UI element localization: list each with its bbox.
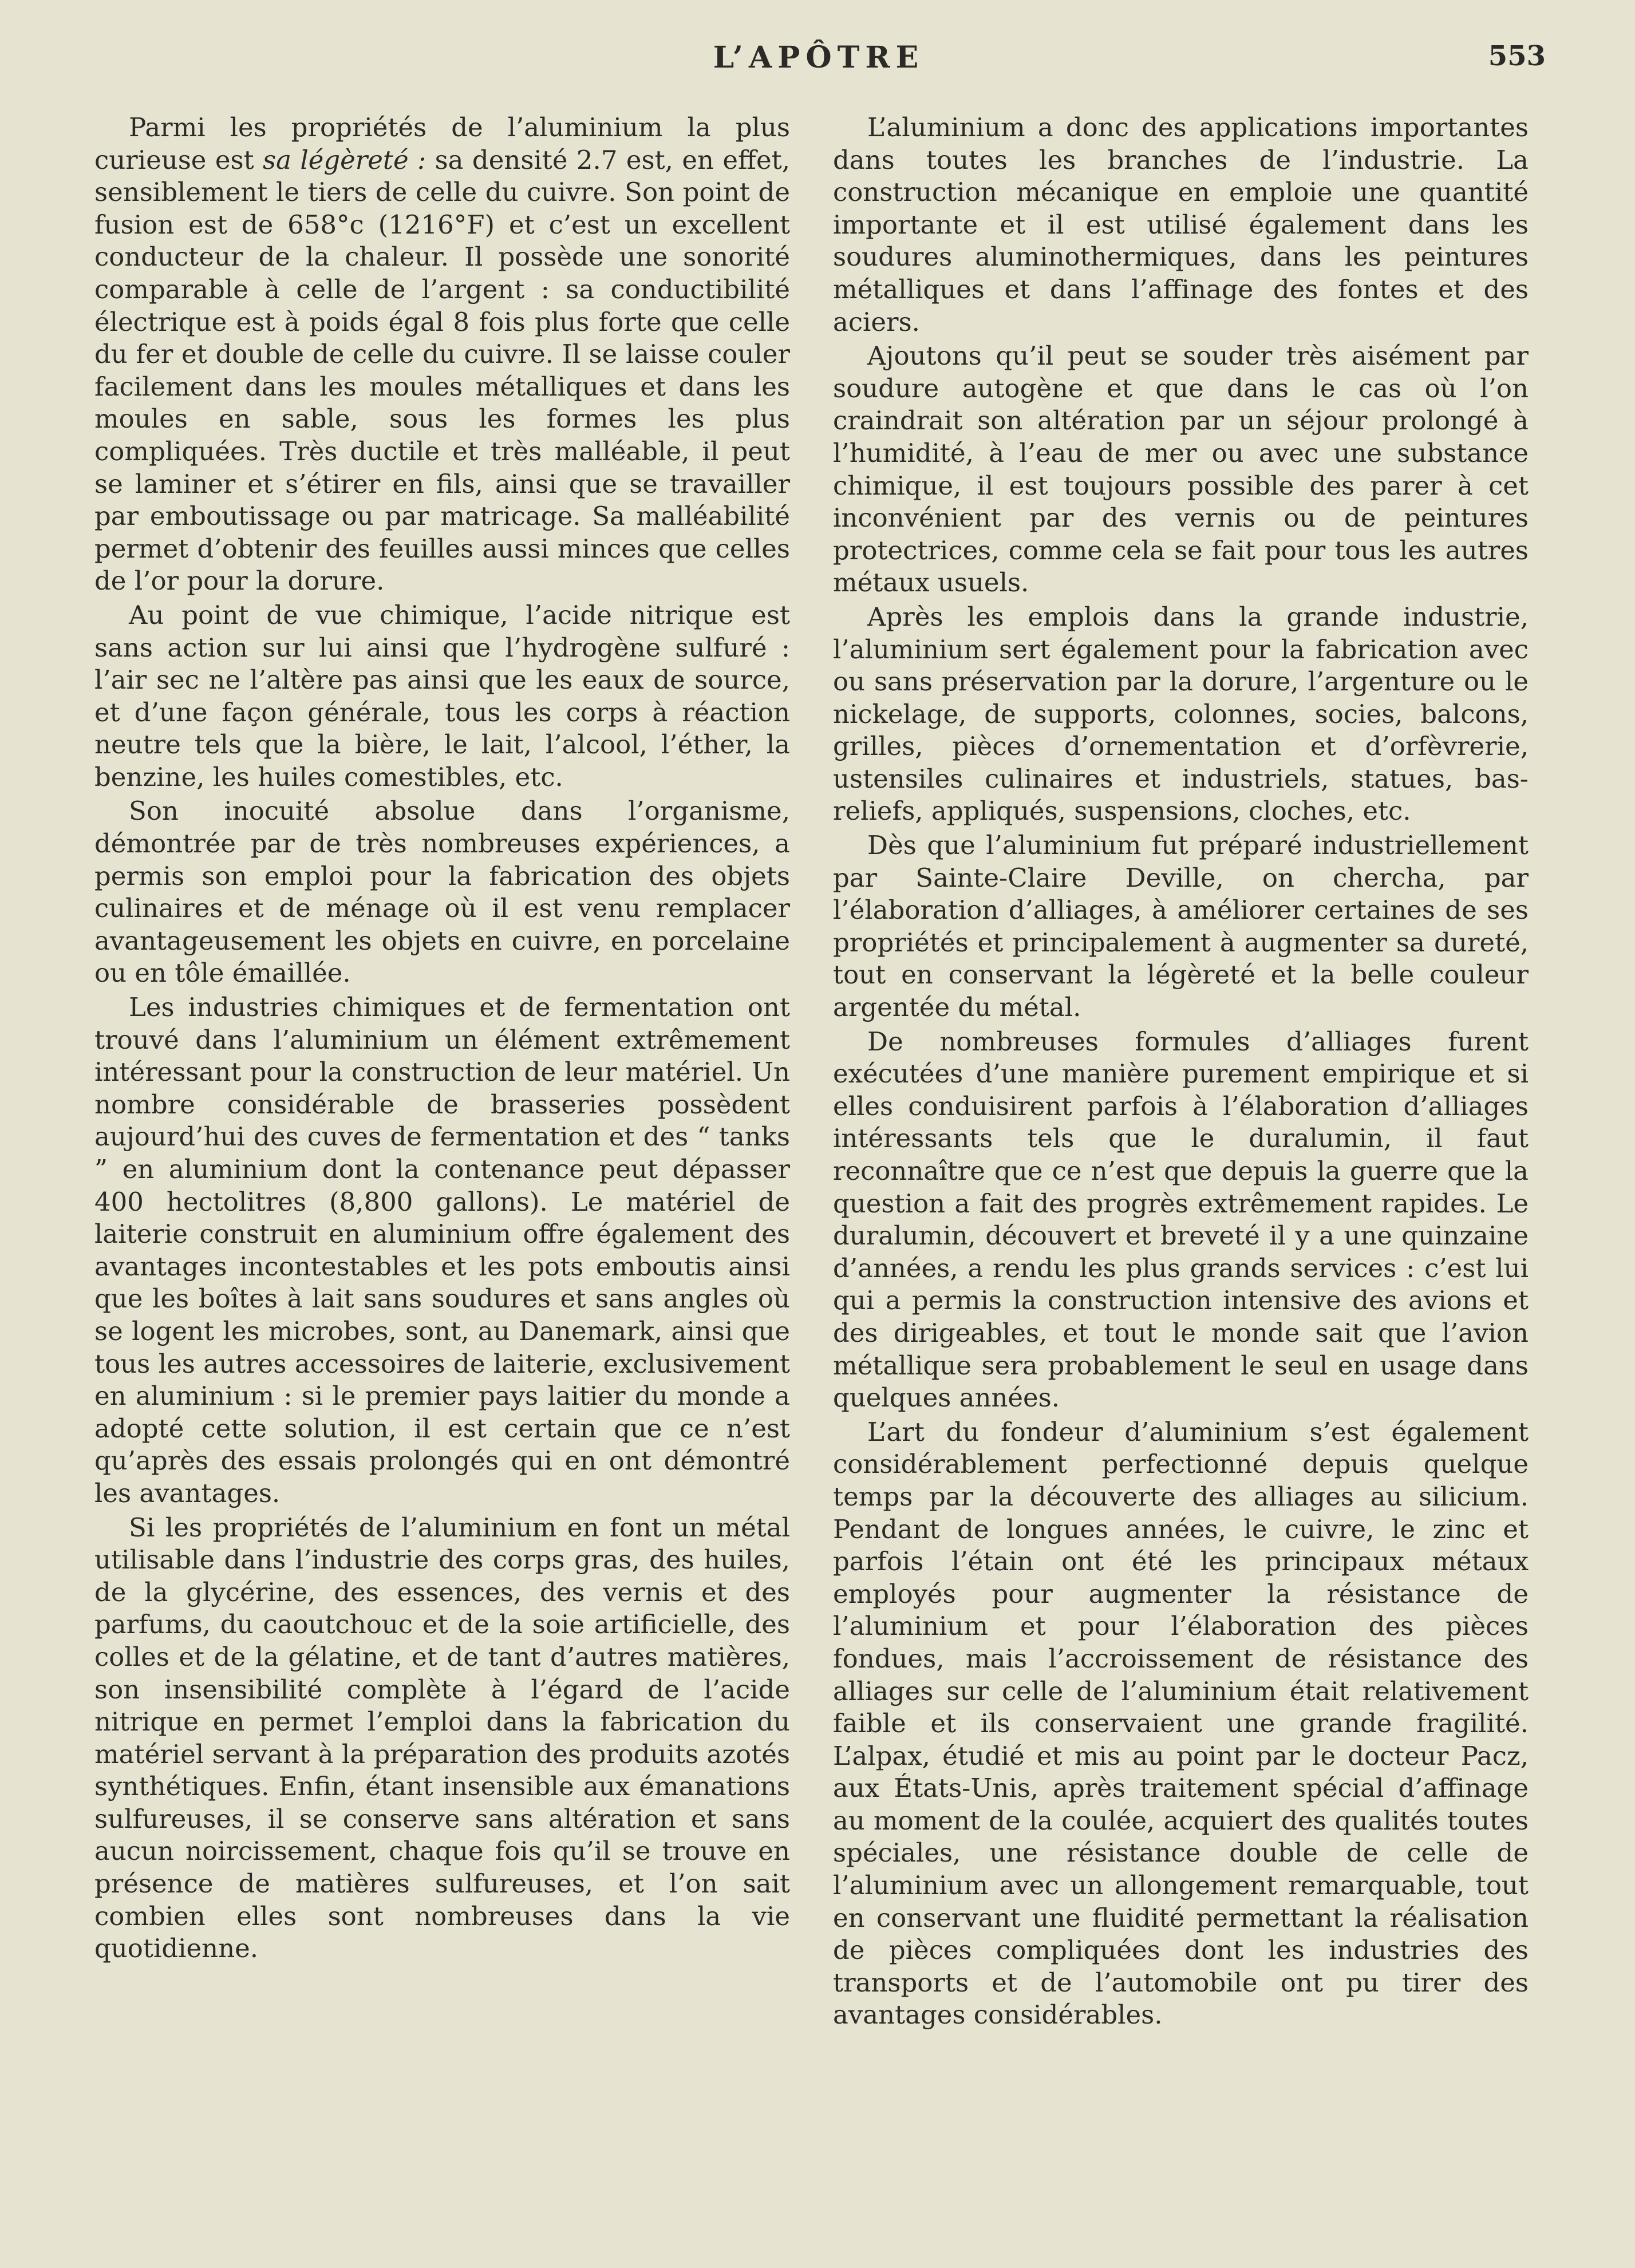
- running-title: L’APÔTRE: [713, 40, 925, 75]
- emphasis-text: sa légèreté :: [263, 144, 426, 175]
- paragraph: Ajoutons qu’il peut se souder très aisément par soudure autogène et que dans le cas où l’on craindrait son altération par un séjour prolongé à l’humidité, à l’eau de mer ou avec une substance chimique, il est toujours possible des parer à cet inconvénient par des vernis ou de peintures protectrices, comme cela se fait pour tous les autres métaux usuels.: [833, 341, 1529, 598]
- paragraph: Les industries chimiques et de fermentation ont trouvé dans l’aluminium un élément extrêmement intéressant pour la construction de leur matériel. Un nombre considérable de brasseries possèdent aujourd’hui des cuves de fermentation et des “ tanks ” en aluminium dont la contenance peut dépasser 400 hectolitres (8,800 gallons). Le matériel de laiterie construit en aluminium offre également des avantages incontestables et les pots emboutis ainsi que les boîtes à lait sans soudures et sans angles où se logent les microbes, sont, au Danemark, ainsi que tous les autres accessoires de laiterie, exclusivement en aluminium : si le premier pays laitier du monde a adopté cette solution, il est certain que ce n’est qu’après des essais prolongés qui en ont démontré les avantages.: [94, 992, 790, 1508]
- paragraph: L’aluminium a donc des applications importantes dans toutes les branches de l’industrie. La construction mécanique en emploie une quantité importante et il est utilisé également dans les soudures aluminothermiques, dans les peintures métalliques et dans l’affinage des fontes et des aciers.: [833, 112, 1529, 337]
- left-column: [94, 112, 790, 1967]
- paragraph: [94, 112, 790, 598]
- paragraph: Si les propriétés de l’aluminium en font un métal utilisable dans l’industrie des corps gras, des huiles, de la glycérine, des essences, des vernis et des parfums, du caoutchouc et de la soie artificielle, des colles et de la gélatine, et de tant d’autres matières, son insensibilité complète à l’égard de l’acide nitrique en permet l’emploi dans la fabrication du matériel servant à la préparation des produits azotés synthétiques. Enfin, étant insensible aux émanations sulfureuses, il se conserve sans altération et sans aucun noircissement, chaque fois qu’il se trouve en présence de matières sulfureuses, et l’on sait combien elles sont nombreuses dans la vie quotidienne.: [94, 1512, 790, 1964]
- running-header: [92, 35, 1546, 81]
- paragraph: Dès que l’aluminium fut préparé industriellement par Sainte-Claire Deville, on chercha, par l’élaboration d’alliages, à améliorer certaines de ses propriétés et principalement à augmenter sa dureté, tout en conservant la légèreté et la belle couleur argentée du métal.: [833, 830, 1529, 1023]
- paragraph-text: Parmi les propriétés de l’aluminium la plus curieuse est: [94, 112, 790, 175]
- paragraph: De nombreuses formules d’alliages furent exécutées d’une manière purement empirique et si elles conduisirent parfois à l’élaboration d’alliages intéressants tels que le duralumin, il faut reconnaître que ce n’est que depuis la guerre que la question a fait des progrès extrêmement rapides. Le duralumin, découvert et breveté il y a une quinzaine d’années, a rendu les plus grands services : c’est lui qui a permis la construction intensive des avions et des dirigeables, et tout le monde sait que l’avion métallique sera probablement le seul en usage dans quelques années.: [833, 1026, 1529, 1413]
- paragraph: Après les emplois dans la grande industrie, l’aluminium sert également pour la fabrication avec ou sans préservation par la dorure, l’argenture ou le nickelage, de supports, colonnes, socies, balcons, grilles, pièces d’ornementation et d’orfèvrerie, ustensiles culinaires et industriels, statues, bas-reliefs, appliqués, suspensions, cloches, etc.: [833, 601, 1529, 827]
- right-column: [833, 112, 1529, 2033]
- paragraph: Au point de vue chimique, l’acide nitrique est sans action sur lui ainsi que l’hydrogène sulfuré : l’air sec ne l’altère pas ainsi que les eaux de source, et d’une façon générale, tous les corps à réaction neutre tels que la bière, le lait, l’alcool, l’éther, la benzine, les huiles comestibles, etc.: [94, 599, 790, 792]
- page-number: 553: [1488, 40, 1546, 72]
- paragraph-text: sa densité 2.7 est, en effet, sensiblement le tiers de celle du cuivre. Son point de fusion est de 658°c (1216°F) et c’est un excellent conducteur de la chaleur. Il possède une sonorité comparable à celle de l’argent : sa conductibilité électrique est à poids égal 8 fois plus forte que celle du fer et double de celle du cuivre. Il se laisse couler facilement dans les moules métalliques et dans les moules en sable, sous les formes les plus compliquées. Très ductile et très malléable, il peut se laminer et s’étirer en fils, ainsi que se travailler par emboutissage ou par matricage. Sa malléabilité permet d’obtenir des feuilles aussi minces que celles de l’or pour la dorure.: [94, 144, 790, 596]
- paragraph: L’art du fondeur d’aluminium s’est également considérablement perfectionné depuis quelque temps par la découverte des alliages au silicium. Pendant de longues années, le cuivre, le zinc et parfois l’étain ont été les principaux métaux employés pour augmenter la résistance de l’aluminium et pour l’élaboration des pièces fondues, mais l’accroissement de résistance des alliages sur celle de l’aluminium était relativement faible et ils conservaient une grande fragilité. L’alpax, étudié et mis au point par le docteur Pacz, aux États-Unis, après traitement spécial d’affinage au moment de la coulée, acquiert des qualités toutes spéciales, une résistance double de celle de l’aluminium avec un allongement remarquable, tout en conservant une fluidité permettant la réalisation de pièces compliquées dont les industries des transports et de l’automobile ont pu tirer des avantages considérables.: [833, 1416, 1529, 2030]
- paragraph: Son inocuité absolue dans l’organisme, démontrée par de très nombreuses expériences, a permis son emploi pour la fabrication des objets culinaires et de ménage où il est venu remplacer avantageusement les objets en cuivre, en porcelaine ou en tôle émaillée.: [94, 796, 790, 989]
